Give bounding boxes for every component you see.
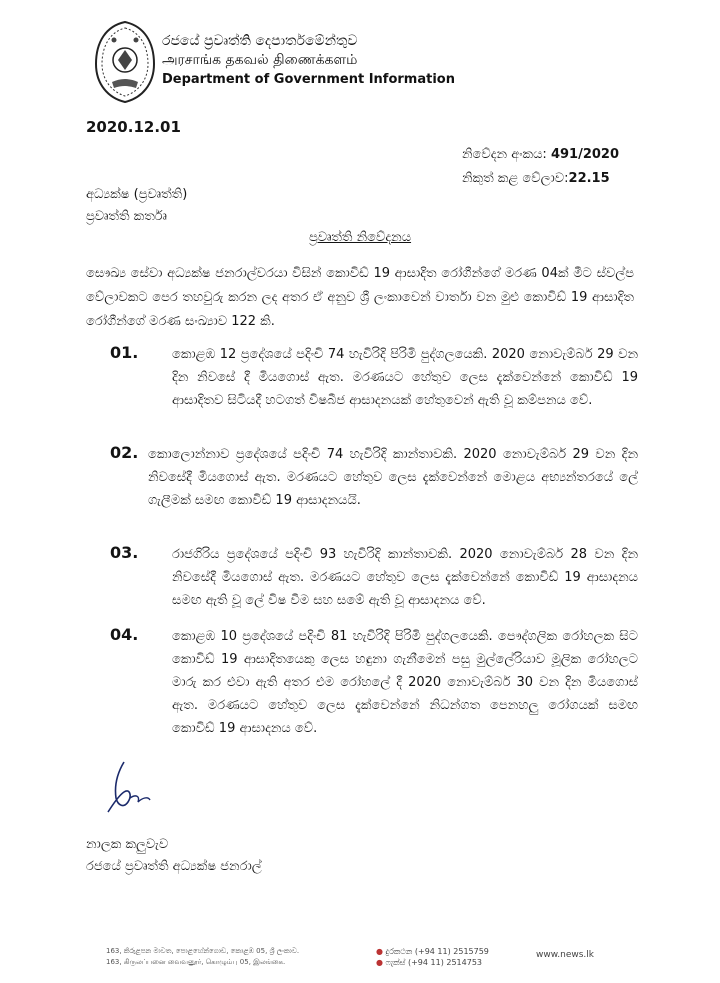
footer-address-line: 163, கிருலப்பனை வைவனூர், கொழும்பு 05, இலங்கை. [106,958,286,966]
release-date: 2020.12.01 [86,118,181,136]
footer-contacts [376,946,489,968]
recipient-line: අධ්‍යක්ෂ (ප්‍රවෘත්ති) [86,187,188,202]
signatory-block [86,834,262,878]
letterhead-english: Department of Government Information [162,72,455,87]
recipients [86,184,187,228]
reference-number-row [462,143,619,167]
phone-label: දුරකථන [385,947,413,956]
fax-label: ෆැක්ස් [385,958,406,967]
footer-address [106,946,299,968]
case-number: 01. [110,343,139,362]
case-number: 03. [110,543,139,562]
recipient-line: ප්‍රවෘත්ති කර්තෘ [86,209,167,224]
reference-number-label: නිවේදන අංකය: [462,147,547,162]
case-description: කොලොන්නාව ප්‍රදේශයේ පදිංචි 74 හැවිරිදි කාන්තාවකි. 2020 නොවැම්බර් 29 වන දින නිවසේදී මියගොස් ඇත. මරණයට හේතුව ලෙස දැක්වෙන්නේ මොළය අභ්‍යන්තරයේ ලේ ගැලීමක් සමඟ කොවිඩ් 19 ආසාදනයයි. [148,447,638,508]
government-emblem-icon [92,20,158,104]
footer-fax: ● ෆැක්ස් (+94 11) 2514753 [376,958,483,967]
case-number: 02. [110,443,139,462]
issue-time-row [462,167,619,191]
fax-number: (+94 11) 2514753 [407,958,483,967]
footer-website: www.news.lk [536,950,594,960]
phone-number: (+94 11) 2515759 [414,947,489,956]
signatory-name: නාලක කලුවැව [86,837,169,852]
release-reference [462,143,619,191]
signature-icon [94,758,170,818]
letterhead [162,32,455,89]
letterhead-tamil: அரசாங்க தகவல் திணைக்களம் [162,52,358,68]
issue-time: 22.15 [568,171,610,186]
footer-phone: ● දුරකථන (+94 11) 2515759 [376,947,489,956]
intro-paragraph: සෞඛ්‍ය සේවා අධ්‍යක්ෂ ජනරාල්වරයා විසින් කොවිඩ් 19 ආසාදිත රෝගීන්ගේ මරණ 04ක් මීට ස්වල්ප වේලාවකට පෙර තහවුරු කරන ලද අතර ඒ අනුව ශ්‍රී ලංකාවෙන් වාර්තා වන මුළු කොවිඩ් 19 ආසාදිත රෝගීන්ගේ මරණ සංඛ්‍යාව 122 කි. [86,266,634,329]
issue-time-label: නිකුත් කළ වේලාව: [462,171,569,186]
footer-address-line: 163, කිරුළපන මාවත, පොළහේන්ගොඩ, කොළඹ 05, ශ්‍රී ලංකාව. [106,947,300,955]
letterhead-sinhala: රජයේ ප්‍රවෘත්ති දෙපාර්තමේන්තුව [162,33,358,49]
letter-footer [0,942,720,982]
case-description: කොළඹ 12 ප්‍රදේශයේ පදිංචි 74 හැවිරිදි පිරිමි පුද්ගලයෙකි. 2020 නොවැම්බර් 29 වන දින නිවසේ දී මියගොස් ඇත. මරණයට හේතුව ලෙස දැක්වෙන්නේ කොවිඩ් 19 ආසාදිතව සිටියදී හටගත් විෂබීජ ආසාදනයක් හේතුවෙන් ඇති වූ කම්පනය වේ. [172,347,638,408]
reference-number: 491/2020 [550,147,620,162]
document-subject: ප්‍රවෘත්ති නිවේදනය [308,230,412,245]
signatory-title: රජයේ ප්‍රවෘත්ති අධ්‍යක්ෂ ජනරාල් [86,859,262,874]
case-description: රාජගිරිය ප්‍රදේශයේ පදිංචි 93 හැවිරිදි කාන්තාවකි. 2020 නොවැම්බර් 28 වන දින නිවසේදී මියගොස් ඇත. මරණයට හේතුව ලෙස දැක්වෙන්නේ කොවිඩ් 19 ආසාදනය සමඟ ඇති වූ ලේ විෂ වීම සහ සමේ ඇති වූ ආසාදනය වේ. [172,547,638,608]
case-description: කොළඹ 10 ප්‍රදේශයේ පදිංචි 81 හැවිරිදි පිරිමි පුද්ගලයෙකි. පෞද්ගලික රෝහලක සිට කොවිඩ් 19 ආසාදිතයෙකු ලෙස හඳුනා ගැනීමෙන් පසු මුල්ලේරියාව මූලික රෝහලට මාරු කර එවා ඇති අතර එම රෝහලේ දී 2020 නොවැම්බර් 30 වන දින මියගොස් ඇත. මරණයට හේතුව ලෙස දැක්වෙන්නේ නිධන්ගත පෙනහලු රෝගයක් සමඟ කොවිඩ් 19 ආසාදනය වේ. [172,629,638,736]
case-number: 04. [110,625,139,644]
